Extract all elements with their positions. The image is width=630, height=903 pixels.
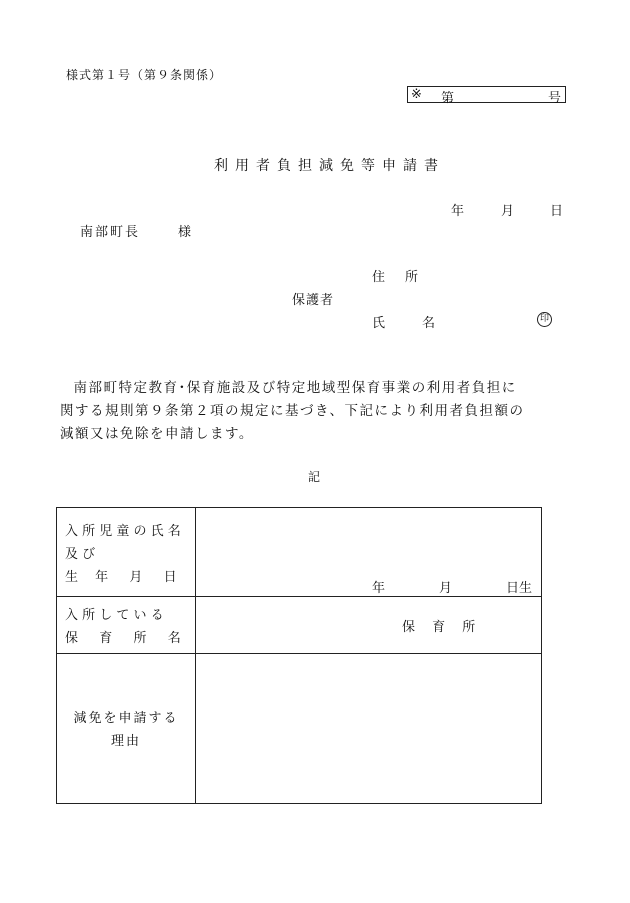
child-label-cell <box>57 508 196 597</box>
document-title: 利用者負担減免等申請書 <box>214 158 445 174</box>
name-label <box>372 312 436 331</box>
birth-suffix-label: 日生 <box>506 581 533 596</box>
nursery-value-cell[interactable] <box>196 597 542 654</box>
nursery-row <box>57 597 542 654</box>
reason-row <box>57 654 542 804</box>
reason-label-line-2: 理由 <box>110 734 141 749</box>
child-and-label: 及 び <box>65 547 96 562</box>
name-label-char-1: 氏 <box>372 316 386 331</box>
address-label-char-1: 住 <box>372 270 386 285</box>
birth-year-label: 年 <box>372 581 386 596</box>
statement-line-2: 関する規則第９条第２項の規定に基づき、下記により利用者負担額の <box>60 403 525 419</box>
guardian-label: 保護者 <box>292 293 335 308</box>
nursery-label-line-2: 保 育 所 名 <box>65 631 181 646</box>
date-year: 年 <box>451 204 465 219</box>
addressee-honorific: 様 <box>178 225 192 240</box>
date-day: 日 <box>550 204 564 219</box>
nursery-label-cell <box>57 597 196 654</box>
application-table <box>56 507 542 804</box>
application-statement <box>60 377 580 446</box>
child-name-label: 入 所 児 童 の 氏 名 <box>65 524 181 539</box>
reception-number-box <box>407 86 566 106</box>
nursery-label-line-1: 入 所 し て い る <box>65 608 164 623</box>
reason-label-cell <box>57 654 196 804</box>
statement-line-1: 南部町特定教育･保育施設及び特定地域型保育事業の利用者負担に <box>73 380 517 396</box>
statement-line-3: 減額又は免除を申請します。 <box>60 426 254 442</box>
form-number-label: 様式第１号（第９条関係） <box>66 68 223 82</box>
address-label <box>372 266 419 285</box>
date-month: 月 <box>501 204 515 219</box>
reason-label-line-1: 減免を申請する <box>73 711 179 726</box>
number-suffix: 号 <box>547 91 561 106</box>
child-value-cell[interactable] <box>196 508 542 597</box>
seal-icon: 印 <box>537 312 552 327</box>
child-row <box>57 508 542 597</box>
birth-month-label: 月 <box>439 581 453 596</box>
number-prefix: 第 <box>441 91 455 106</box>
ki-heading: 記 <box>308 470 321 484</box>
nursery-suffix-label: 保 育 所 <box>402 620 476 635</box>
name-label-char-2: 名 <box>422 316 436 331</box>
address-label-char-2: 所 <box>405 270 419 285</box>
addressee-name: 南部町長 <box>80 225 141 240</box>
reason-value-cell[interactable] <box>196 654 542 804</box>
child-birthdate-label: 生 年 月 日 <box>65 570 177 585</box>
reference-mark: ※ <box>411 87 422 102</box>
